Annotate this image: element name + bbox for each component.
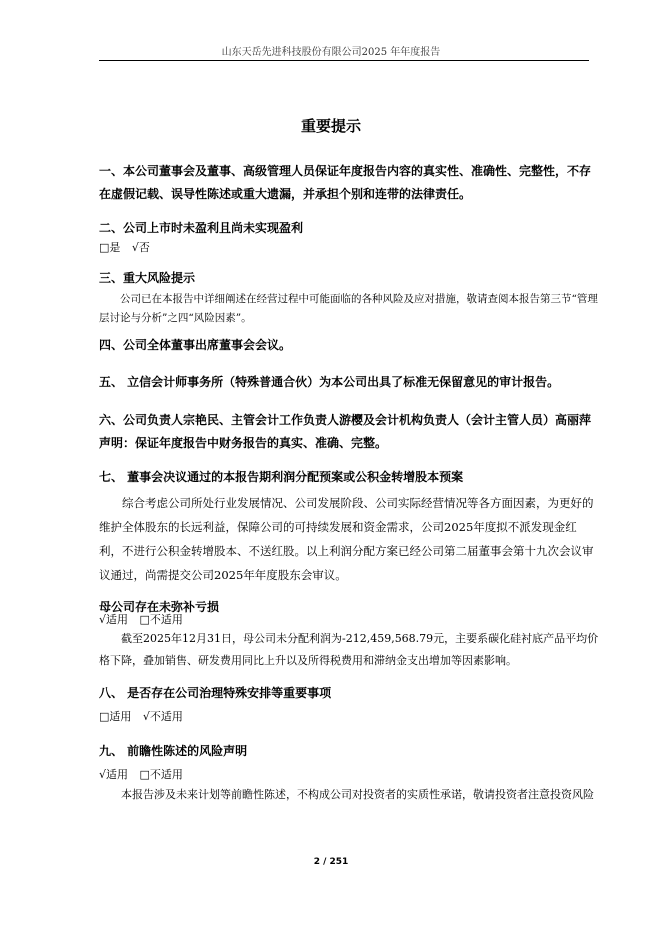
section-7-heading: 七、 董事会决议通过的本报告期利润分配预案或公积金转增股本预案: [99, 470, 464, 484]
running-header: 山东天岳先进科技股份有限公司2025 年年度报告: [221, 47, 441, 58]
option-not-applicable: √不适用: [142, 710, 183, 723]
option-yes: □是: [99, 241, 121, 254]
option-no: √否: [131, 241, 150, 254]
page-title: 重要提示: [300, 117, 361, 135]
section-4-heading: 四、公司全体董事出席董事会会议。: [99, 338, 292, 352]
header-rule: [99, 60, 589, 61]
deficit-body: 截至2025年12月31日，母公司未分配利润为-212,459,568.79元，主要系碳化硅衬底产品平均价格下降，叠加销售、研发费用同比上升以及所得税费用和滞纳金支出增加等因素影响。: [99, 632, 599, 667]
section-2-options: [99, 240, 158, 256]
option-applicable: √适用: [99, 768, 129, 781]
section-6-heading: 六、公司负责人宗艳民、主管会计工作负责人游樱及会计机构负责人（会计主管人员）高丽萍声明：保证年度报告中财务报告的真实、准确、完整。: [99, 413, 592, 450]
section-8-heading: 八、 是否存在公司治理特殊安排等重要事项: [99, 686, 332, 700]
section-3-body: 公司已在本报告中详细阐述在经营过程中可能面临的各种风险及应对措施，敬请查阅本报告第三节“管理层讨论与分析”之四“风险因素”。: [99, 293, 598, 324]
deficit-options: [99, 612, 191, 628]
deficit-heading: 母公司存在未弥补亏损: [99, 600, 220, 614]
section-3-heading: 三、重大风险提示: [99, 271, 196, 285]
section-7-body: 综合考虑公司所处行业发展情况、公司发展阶段、公司实际经营情况等各方面因素，为更好的维护全体股东的长远利益，保障公司的可持续发展和资金需求，公司2025年度拟不派发现金红利，不进行公积金转增股本、不送红股。以上利润分配方案已经公司第二届董事会第十九次会议审议通过，尚需提交公司2025年年度股东会审议。: [99, 496, 594, 582]
option-applicable: □适用: [99, 710, 132, 723]
section-2-heading: 二、公司上市时未盈利且尚未实现盈利: [99, 221, 304, 235]
section-9-body: 本报告涉及未来计划等前瞻性陈述，不构成公司对投资者的实质性承诺，敬请投资者注意投资风险: [121, 788, 594, 801]
option-applicable: √适用: [99, 613, 129, 626]
section-1-heading: 一、本公司董事会及董事、高级管理人员保证年度报告内容的真实性、准确性、完整性，不存在虚假记载、误导性陈述或重大遗漏，并承担个别和连带的法律责任。: [99, 164, 592, 201]
section-5-heading: 五、 立信会计师事务所（特殊普通合伙）为本公司出具了标准无保留意见的审计报告。: [99, 375, 560, 389]
option-not-applicable: □不适用: [139, 613, 183, 626]
section-8-options: [99, 709, 191, 725]
section-9-options: [99, 767, 191, 783]
section-9-heading: 九、 前瞻性陈述的风险声明: [99, 744, 248, 758]
option-not-applicable: □不适用: [139, 768, 183, 781]
page-number: 2 / 251: [313, 857, 349, 867]
